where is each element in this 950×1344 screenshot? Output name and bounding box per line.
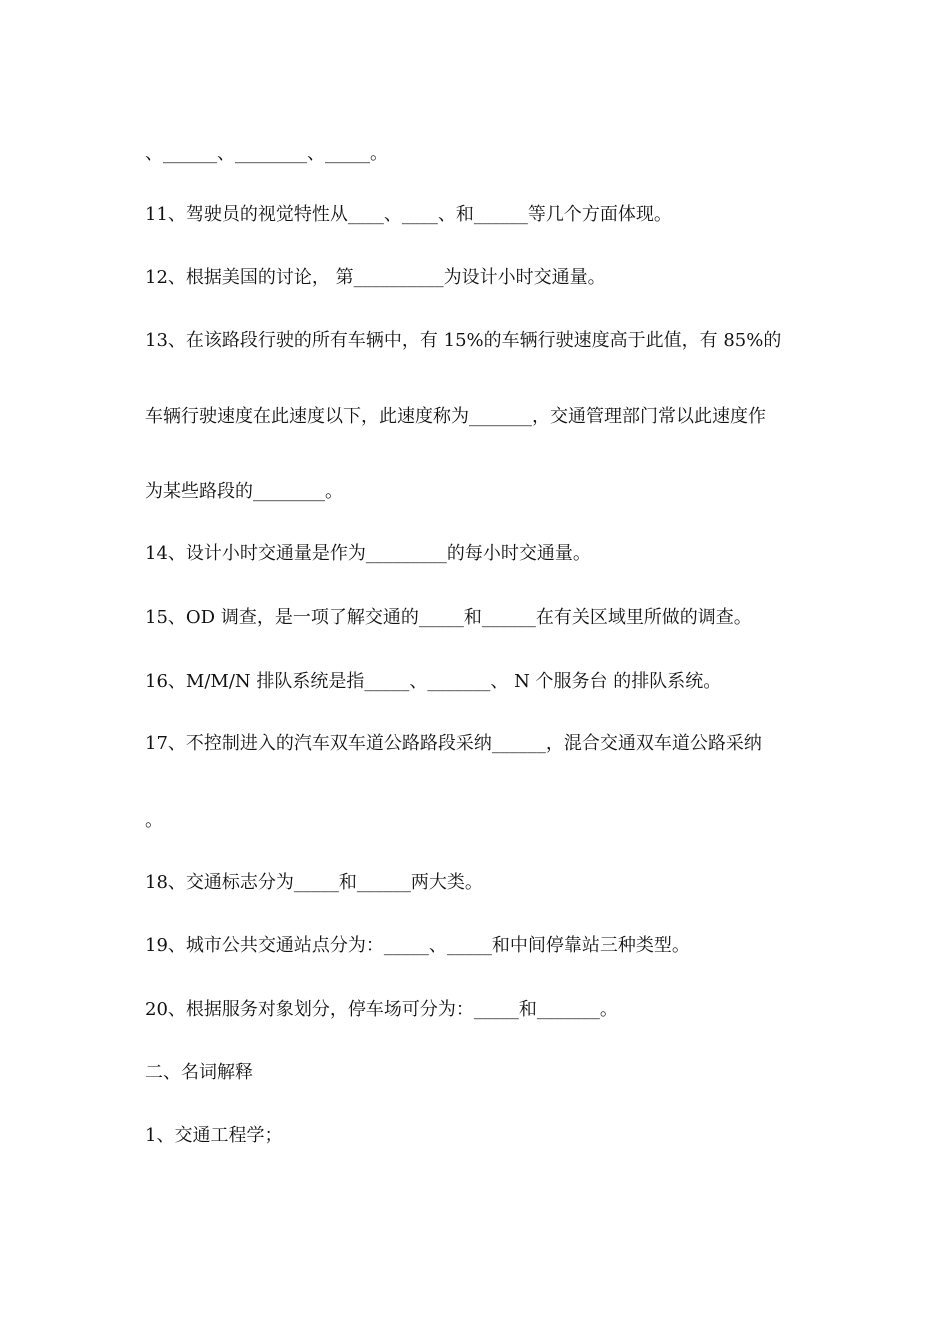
- question-18: 18、交通标志分为_____和______两大类。: [145, 872, 483, 893]
- question-14: 14、设计小时交通量是作为_________的每小时交通量。: [145, 543, 591, 564]
- question-12: 12、根据美国的讨论， 第__________为设计小时交通量。: [145, 267, 606, 288]
- question-11: 11、驾驶员的视觉特性从____、____、和______等几个方面体现。: [145, 204, 672, 225]
- term-1: 1、交通工程学；: [145, 1125, 283, 1146]
- question-13-line-2: 车辆行驶速度在此速度以下，此速度称为_______，交通管理部门常以此速度作: [145, 406, 766, 427]
- question-17-line-2: 。: [145, 810, 163, 831]
- question-20: 20、根据服务对象划分，停车场可分为：_____和_______。: [145, 999, 618, 1020]
- question-16: 16、M/M/N 排队系统是指_____、_______、 N 个服务台 的排队系统。: [145, 671, 722, 692]
- text-line-1: 、______、________、_____。: [145, 143, 388, 164]
- question-19: 19、城市公共交通站点分为：_____、_____和中间停靠站三种类型。: [145, 935, 690, 956]
- question-15: 15、OD 调查，是一项了解交通的_____和______在有关区域里所做的调查。: [145, 607, 752, 628]
- question-13-line-3: 为某些路段的________。: [145, 481, 343, 502]
- question-17-line-1: 17、不控制进入的汽车双车道公路路段采纳______，混合交通双车道公路采纳: [145, 733, 762, 754]
- section-heading: 二、名词解释: [145, 1062, 253, 1083]
- question-13-line-1: 13、在该路段行驶的所有车辆中，有 15%的车辆行驶速度高于此值，有 85%的: [145, 330, 782, 351]
